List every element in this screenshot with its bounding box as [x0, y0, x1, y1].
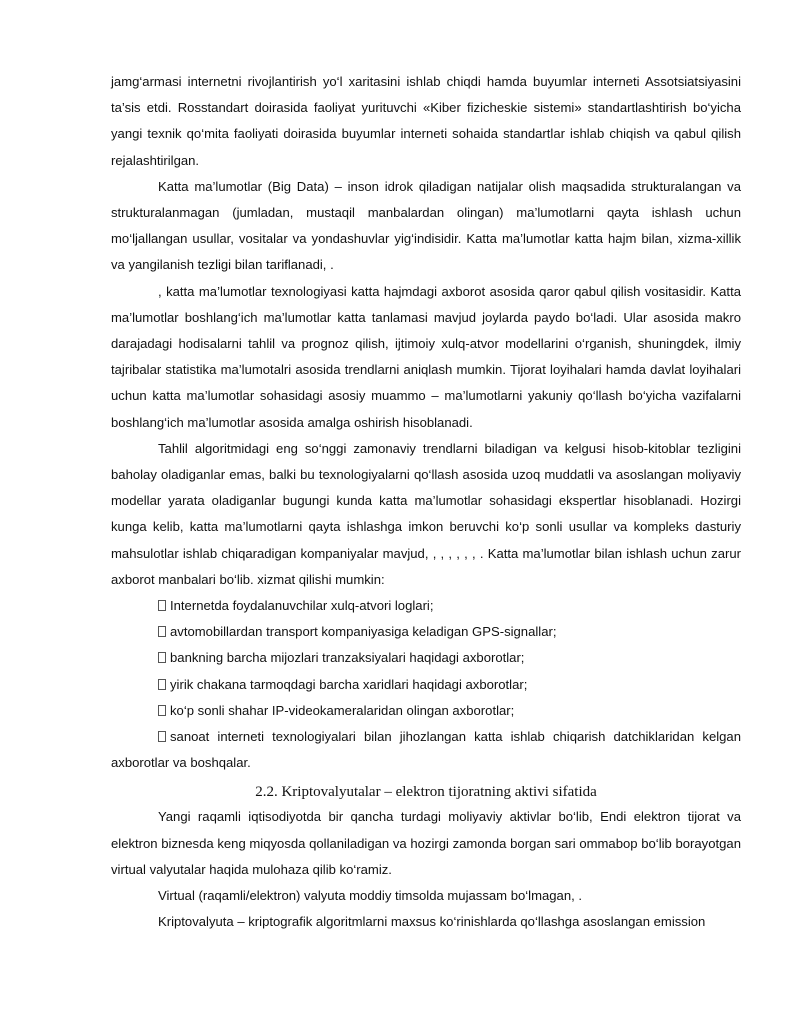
missing-glyph-icon — [158, 705, 166, 716]
missing-glyph-icon — [158, 626, 166, 637]
list-item: avtomobillardan transport kompaniyasiga keladigan GPS-signallar; — [111, 619, 741, 645]
paragraph-digital-economy: Yangi raqamli iqtisodiyotda bir qancha turdagi moliyaviy aktivlar bo‘lib, Endi elektron tijorat va elektron biznesda keng miqyosda qollaniladigan va hozirgi zamonda borgan sari ommabop bo‘lib borayotgan virtual valyutalar haqida mulohaza qilib ko‘ramiz. — [111, 809, 741, 877]
missing-glyph-icon — [158, 679, 166, 690]
list-item: bankning barcha mijozlari tranzaksiyalari haqidagi axborotlar; — [111, 645, 741, 671]
paragraph-virtual-currency: Virtual (raqamli/elektron) valyuta moddiy timsolda mujassam bo‘lmagan, . — [158, 888, 583, 904]
missing-glyph-icon — [158, 731, 166, 742]
missing-glyph-icon — [158, 600, 166, 611]
paragraph-continuation: jamg‘armasi internetni rivojlantirish yo‘l xaritasini ishlab chiqdi hamda buyumlar interneti Assotsiatsiyasini ta’sis etdi. Rosstandart doirasida faoliyat yurituvchi «Kiber fizicheskie sistemi» standartlashtirish bo‘yicha yangi texnik qo‘mita faoliyati doirasida buyumlar interneti sohaida standartlar ishlab chiqish va qabul qilish rejalashtirilgan. — [111, 74, 741, 168]
list-item: yirik chakana tarmoqdagi barcha xaridlari haqidagi axborotlar; — [111, 672, 741, 698]
paragraph-analysis-algorithms: Tahlil algoritmidagi eng so‘nggi zamonaviy trendlarni biladigan va kelgusi hisob-kitoblar tezligini baholay oladiganlar emas, balki bu texnologiyalarni qo‘llash asosida uzoq muddatli va asoslangan moliyaviy modellar yarata oladiganlar bugungi kunda katta ma’lumotlar sohasidagi ekspertlar hisoblanadi. Hozirgi kunga kelib, katta ma’lumotlarni qayta ishlashga imkon beruvchi ko‘p sonli usullar va kompleks dasturiy mahsulotlar ishlab chiqaradigan kompaniyalar mavjud, , , , , , , . Katta ma’lumotlar bilan ishlash uchun zarur axborot manbalari bo‘lib. xizmat qilishi mumkin: — [111, 440, 741, 587]
section-heading: 2.2. Kriptovalyutalar – elektron tijoratning aktivi sifatida — [255, 784, 597, 801]
missing-glyph-icon — [158, 652, 166, 663]
list-item: sanoat interneti texnologiyalari bilan jihozlangan katta ishlab chiqarish datchiklaridan kelgan axborotlar va boshqalar. — [111, 729, 741, 771]
list-item: Internetda foydalanuvchilar xulq-atvori loglari; — [111, 593, 741, 619]
document-body — [111, 69, 741, 936]
paragraph-big-data: Katta ma’lumotlar (Big Data) – inson idrok qiladigan natijalar olish maqsadida strukturalangan va strukturalanmagan (jumladan, mustaqil manbalardan olingan) ma’lumotlarni qayta ishlash uchun mo‘ljallangan usullar, vositalar va yondashuvlar yig‘indisidir. Katta ma’lumotlar katta hajm bilan, xizma-xillik va yangilanish tezligi bilan tariflanadi, . — [111, 178, 741, 273]
list-item: ko‘p sonli shahar IP-videokameralaridan olingan axborotlar; — [111, 698, 741, 724]
paragraph-cryptocurrency: Kriptovalyuta – kriptografik algoritmlarni maxsus ko‘rinishlarda qo‘llashga asoslangan emission — [158, 914, 706, 930]
paragraph-big-data-technology: , katta ma’lumotlar texnologiyasi katta hajmdagi axborot asosida qaror qabul qilish vositasidir. Katta ma’lumotlar boshlang‘ich ma’lumotlar katta tanlamasi mavjud joylarda paydo bo‘ladi. Ular asosida makro darajadagi hodisalarni tahlil va prognoz qilish, ijtimoiy xulq-atvor modellarini o‘rganish, shuningdek, ilmiy tajribalar statistika ma’lumotalri asosida trendlarni aniqlash mumkin. Tijorat loyihalari hamda davlat loyihalari uchun katta ma’lumotlar sohasidagi asosiy muammo – ma’lumotlarni yakuniy qo‘llash bo‘yicha vazifalarni boshlang‘ich ma’lumotlar asosida amalga oshirish hisoblanadi. — [111, 283, 741, 430]
